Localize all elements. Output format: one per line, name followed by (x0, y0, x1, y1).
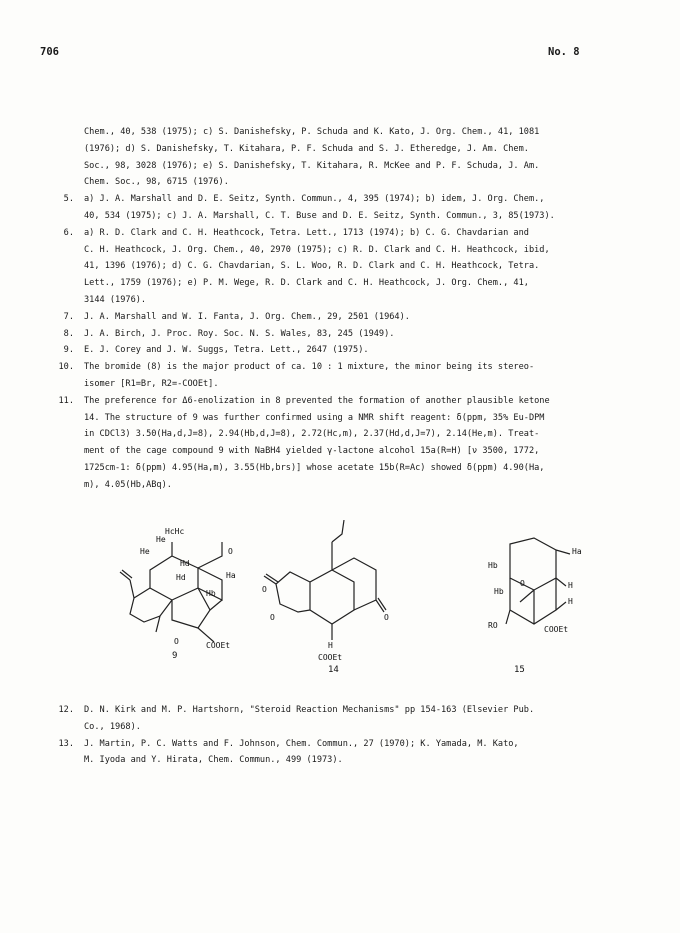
reference-number: 8. (63, 328, 74, 339)
s9-cooet: COOEt (206, 641, 231, 650)
reference-line: Chem., 40, 538 (1975); c) S. Danishefsky, P. Schuda and K. Kato, J. Org. Chem., 41, 1081 (84, 127, 540, 137)
s14-h: H (328, 641, 333, 650)
reference-list-continued (52, 702, 632, 769)
s14-o2: O (270, 613, 275, 622)
reference-line: J. Martin, P. C. Watts and F. Johnson, Chem. Commun., 27 (1970); K. Yamada, M. Kato, (84, 738, 519, 749)
s9-hchc: HcHc (165, 527, 185, 536)
s15-hb2: Hb (494, 587, 504, 596)
page-number: 706 (40, 46, 59, 58)
structure-drawings (110, 520, 610, 675)
reference-number: 5. (63, 194, 74, 205)
reference-line: a) J. A. Marshall and D. E. Seitz, Synth. Commun., 4, 395 (1974); b) idem, J. Org. Chem., (84, 194, 545, 205)
reference-line: 1725cm-1: δ(ppm) 4.95(Ha,m), 3.55(Hb,brs)] whose acetate 15b(R=Ac) showed δ(ppm) 4.90(Ha, (84, 462, 545, 473)
reference-line: in CDCl3) 3.50(Ha,d,J=8), 2.94(Hb,d,J=8), 2.72(Hc,m), 2.37(Hd,d,J=7), 2.14(He,m). Treat- (84, 429, 540, 440)
reference-number: 11. (58, 395, 74, 406)
reference-list (52, 124, 632, 494)
s9-hb: Hb (206, 589, 216, 598)
reference-line: The preference for Δ6-enolization in 8 prevented the formation of another plausible ketone (84, 395, 550, 406)
reference-number: 6. (63, 227, 74, 238)
s14-cooet: COOEt (318, 653, 343, 662)
reference-item (52, 736, 632, 770)
reference-line: J. A. Birch, J. Proc. Roy. Soc. N. S. Wales, 83, 245 (1949). (84, 328, 395, 339)
s9-ha: Ha (226, 571, 236, 580)
reference-text (84, 736, 632, 770)
reference-text (84, 309, 632, 326)
reference-text (84, 359, 632, 393)
reference-line: ment of the cage compound 9 with NaBH4 yielded γ-lactone alcohol 15a(R=H) [ν 3500, 1772, (84, 446, 540, 457)
reference-line: Co., 1968). (84, 721, 141, 732)
s15-ro: RO (488, 621, 498, 630)
s9-o2: O (228, 547, 233, 556)
reference-line: m), 4.05(Hb,ABq). (84, 479, 172, 490)
reference-item (52, 225, 632, 309)
reference-line: The bromide (8) is the major product of ca. 10 : 1 mixture, the minor being its stereo- (84, 362, 535, 373)
reference-item (52, 326, 632, 343)
s9-he2: He (156, 535, 166, 544)
compound-numbers (172, 651, 525, 675)
issue-number: No. 8 (548, 46, 580, 58)
reference-line: isomer [R1=Br, R2=-COOEt]. (84, 378, 219, 389)
reference-number: 12. (58, 705, 74, 715)
reference-line: (1976); d) S. Danishefsky, T. Kitahara, P. F. Schuda and S. J. Etheredge, J. Am. Chem. (84, 143, 529, 154)
structure-15-drawing (506, 538, 570, 624)
reference-text (84, 393, 632, 494)
s15-hb1: Hb (488, 561, 498, 570)
reference-number: 7. (63, 311, 74, 322)
reference-line: Soc., 98, 3028 (1976); e) S. Danishefsky, T. Kitahara, R. McKee and P. F. Schuda, J. Am. (84, 160, 540, 171)
structure-figures (110, 520, 610, 675)
reference-item (52, 124, 632, 191)
reference-line: E. J. Corey and J. W. Suggs, Tetra. Lett., 2647 (1975). (84, 345, 369, 356)
reference-number: 10. (58, 362, 74, 373)
compound-number-15: 15 (514, 665, 525, 675)
reference-text (84, 326, 632, 343)
s9-hd1: Hd (180, 559, 190, 568)
s9-o: O (174, 637, 179, 646)
reference-item (52, 393, 632, 494)
compound-number-9: 9 (172, 651, 178, 661)
reference-line: 41, 1396 (1976); d) C. G. Chavdarian, S. L. Woo, R. D. Clark and C. H. Heathcock, Tetra. (84, 261, 540, 272)
structure-14-drawing (264, 520, 386, 640)
reference-text (84, 191, 632, 225)
reference-item (52, 191, 632, 225)
reference-item (52, 309, 632, 326)
reference-line: J. A. Marshall and W. I. Fanta, J. Org. Chem., 29, 2501 (1964). (84, 311, 410, 322)
reference-line: D. N. Kirk and M. P. Hartshorn, "Steroid Reaction Mechanisms" pp 154-163 (Elsevier Pub. (84, 705, 535, 715)
s14-o1: O (262, 585, 267, 594)
reference-item (52, 702, 632, 736)
s9-he1: He (140, 547, 150, 556)
reference-line: Lett., 1759 (1976); e) P. M. Wege, R. D. Clark and C. H. Heathcock, J. Org. Chem., 41, (84, 278, 529, 289)
reference-line: C. H. Heathcock, J. Org. Chem., 40, 2970 (1975); c) R. D. Clark and C. H. Heathcock, ibid, (84, 244, 550, 255)
reference-line: M. Iyoda and Y. Hirata, Chem. Commun., 499 (1973). (84, 755, 343, 766)
s15-cooet: COOEt (544, 625, 569, 634)
reference-line: Chem. Soc., 98, 6715 (1976). (84, 177, 229, 188)
s15-ha: Ha (572, 547, 582, 556)
reference-number: 9. (63, 345, 74, 356)
reference-text (84, 342, 632, 359)
reference-number: 13. (58, 738, 74, 749)
reference-line: a) R. D. Clark and C. H. Heathcock, Tetra. Lett., 1713 (1974); b) C. G. Chavdarian and (84, 227, 529, 238)
s9-hd2: Hd (176, 573, 186, 582)
s15-h2: H (568, 597, 573, 606)
reference-item (52, 359, 632, 393)
reference-text (84, 124, 632, 191)
reference-number (52, 124, 84, 191)
reference-line: 14. The structure of 9 was further confirmed using a NMR shift reagent: δ(ppm, 35% Eu-DPM (84, 412, 545, 423)
reference-line: 40, 534 (1975); c) J. A. Marshall, C. T. Buse and D. E. Seitz, Synth. Commun., 3, 85(1973). (84, 210, 555, 221)
reference-line: 3144 (1976). (84, 294, 147, 305)
reference-text (84, 225, 632, 309)
compound-number-14: 14 (328, 665, 339, 675)
s14-o3: O (384, 613, 389, 622)
s15-o: O (520, 579, 525, 588)
reference-item (52, 342, 632, 359)
reference-text (84, 702, 632, 736)
s15-h1: H (568, 581, 573, 590)
